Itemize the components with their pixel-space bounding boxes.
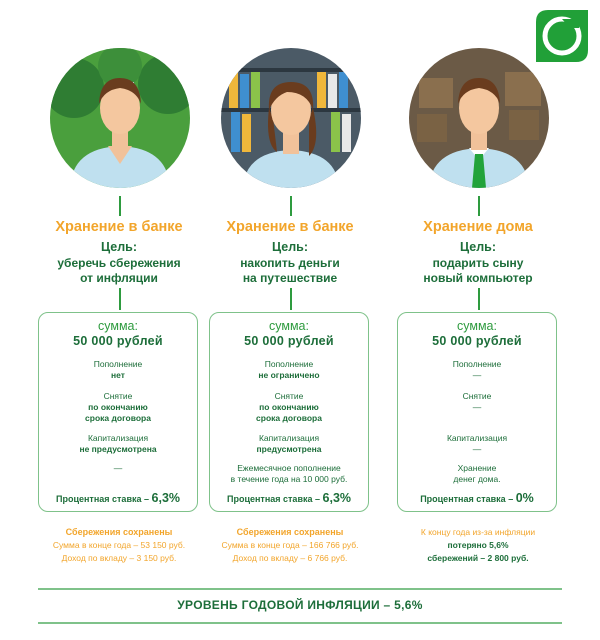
connector-line: [119, 196, 121, 216]
terms-card: [38, 312, 198, 512]
column-title: Хранение в банке: [226, 219, 354, 235]
sum-value: 50 000 рублей: [73, 334, 163, 348]
withdraw-row: Снятие по окончанию срока договора: [85, 391, 151, 423]
interest-rate: Процентная ставка – 6,3%: [55, 491, 181, 505]
inflation-footer: УРОВЕНЬ ГОДОВОЙ ИНФЛЯЦИИ – 5,6%: [177, 598, 423, 612]
divider: [38, 588, 562, 590]
goal-label: Цель:: [100, 240, 138, 254]
deposit-row: Пополнение нет: [93, 359, 143, 380]
deposit-row: Пополнение —: [452, 359, 502, 380]
extra-row: Хранение денег дома.: [453, 463, 501, 484]
terms-card: [209, 312, 369, 512]
capitalization-row: Капитализация не предусмотрена: [79, 433, 157, 454]
interest-rate: Процентная ставка – 0%: [420, 491, 534, 505]
connector-line: [119, 288, 121, 310]
avatar-woman-office: [221, 48, 361, 188]
extra-row: —: [113, 463, 123, 473]
goal-text: уберечь сбережения от инфляции: [57, 256, 181, 285]
capitalization-row: Капитализация предусмотрена: [256, 433, 322, 454]
result-block: К концу года из-за инфляции потеряно 5,6% сбережений – 2 800 руб.: [420, 527, 536, 563]
capitalization-row: Капитализация —: [446, 433, 508, 454]
result-block: Сбережения сохранены Сумма в конце года – 53 150 руб. Доход по вкладу – 3 150 руб.: [52, 527, 186, 563]
column-title: Хранение в банке: [55, 219, 183, 235]
withdraw-row: Снятие —: [462, 391, 492, 412]
sum-label: сумма:: [269, 319, 309, 333]
sum-label: сумма:: [457, 319, 497, 333]
terms-card: [397, 312, 557, 512]
avatar-man-park: [50, 48, 190, 188]
deposit-row: Пополнение не ограничено: [258, 359, 320, 380]
connector-line: [478, 288, 480, 310]
connector-line: [290, 196, 292, 216]
avatar-man-home: [409, 48, 549, 188]
sum-value: 50 000 рублей: [244, 334, 334, 348]
goal-label: Цель:: [271, 240, 309, 254]
goal-text: накопить деньги на путешествие: [240, 256, 340, 285]
sberbank-logo: [530, 6, 594, 66]
connector-line: [478, 196, 480, 216]
extra-row: Ежемесячное пополнение в течение года на 10 000 руб.: [230, 463, 348, 484]
withdraw-row: Снятие по окончанию срока договора: [256, 391, 322, 423]
result-block: Сбережения сохранены Сумма в конце года – 166 766 руб. Доход по вкладу – 6 766 руб.: [221, 527, 359, 563]
connector-line: [290, 288, 292, 310]
interest-rate: Процентная ставка – 6,3%: [226, 491, 352, 505]
goal-text: подарить сыну новый компьютер: [423, 256, 533, 285]
sum-label: сумма:: [98, 319, 138, 333]
column-title: Хранение дома: [423, 219, 533, 235]
divider: [38, 622, 562, 624]
sum-value: 50 000 рублей: [432, 334, 522, 348]
goal-label: Цель:: [459, 240, 497, 254]
